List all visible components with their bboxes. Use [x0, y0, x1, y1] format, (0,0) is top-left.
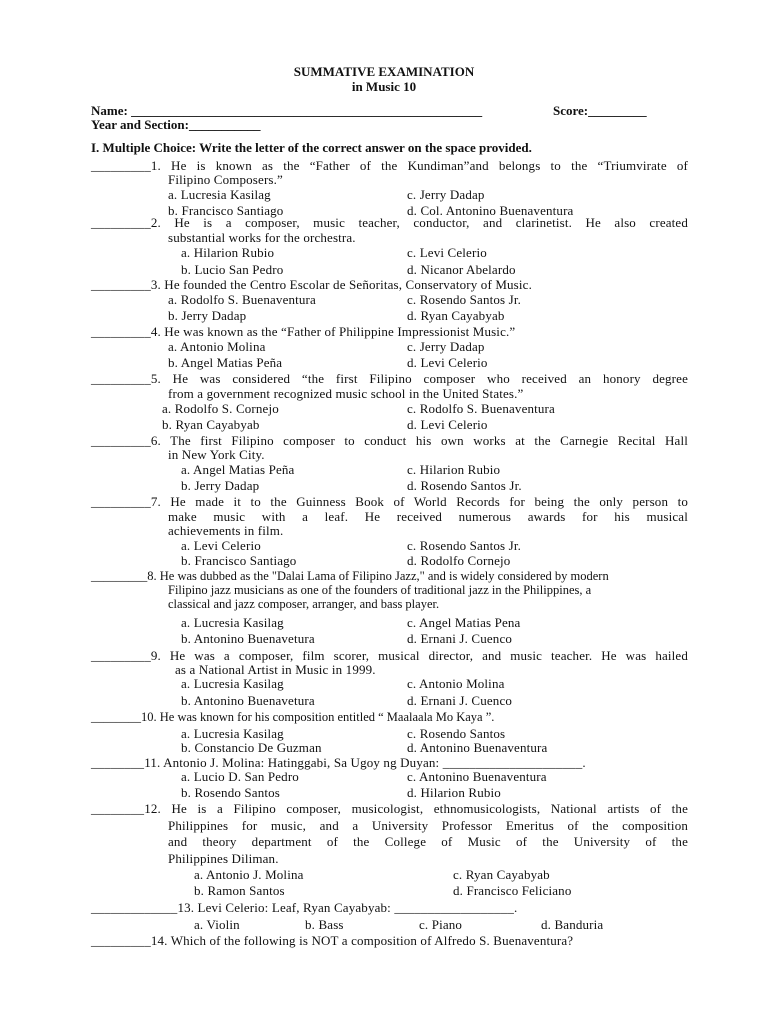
- option-d: d. Antonino Buenaventura: [407, 740, 548, 755]
- option-d: d. Francisco Feliciano: [453, 883, 572, 898]
- option-b: b. Lucio San Pedro: [181, 262, 284, 277]
- option-c: c. Ryan Cayabyab: [453, 867, 550, 882]
- question-text: _________8. He was dubbed as the "Dalai Lama of Filipino Jazz," and is widely considered by modern: [91, 569, 609, 583]
- option-d: d. Col. Antonino Buenaventura: [407, 203, 574, 218]
- option-b: b. Angel Matias Peña: [168, 355, 283, 370]
- exam-subtitle: in Music 10: [351, 79, 417, 94]
- option-b: b. Francisco Santiago: [168, 203, 284, 218]
- option-d: d. Levi Celerio: [407, 355, 488, 370]
- option-a: a. Lucresia Kasilag: [181, 726, 284, 741]
- option-c: c. Rodolfo S. Buenaventura: [407, 401, 555, 416]
- question-text-cont: substantial works for the orchestra.: [168, 230, 356, 245]
- question-text: _________2. He is a composer, music teacher, conductor, and clarinetist. He also created: [91, 215, 688, 230]
- question-text: _________5. He was considered “the first Filipino composer who received an honory degree: [91, 371, 688, 386]
- option-b: b. Constancio De Guzman: [181, 740, 322, 755]
- option-a: a. Lucio D. San Pedro: [181, 769, 299, 784]
- option-c: c. Angel Matias Pena: [407, 615, 521, 630]
- option-c: c. Antonino Buenaventura: [407, 769, 547, 784]
- option-d: d. Rodolfo Cornejo: [407, 553, 511, 568]
- option-d: d. Nicanor Abelardo: [407, 262, 516, 277]
- score-field: Score:_________: [553, 103, 647, 118]
- option-b: b. Francisco Santiago: [181, 553, 297, 568]
- option-c: c. Rosendo Santos: [407, 726, 506, 741]
- question-text: _________7. He made it to the Guinness Book of World Records for being the only person to: [91, 494, 688, 509]
- question-text: ________10. He was known for his composition entitled “ Maalaala Mo Kaya ”.: [91, 710, 495, 724]
- option-b: b. Antonino Buenavetura: [181, 631, 315, 646]
- option-b: b. Jerry Dadap: [168, 308, 247, 323]
- option-b: b. Ryan Cayabyab: [162, 417, 260, 432]
- question-text: ________12. He is a Filipino composer, musicologist, ethnomusicologists, National artists of the: [91, 801, 688, 816]
- option-a: a. Lucresia Kasilag: [181, 615, 284, 630]
- question-text-cont: achievements in film.: [168, 523, 284, 538]
- question-text: ________11. Antonio J. Molina: Hatinggabi, Sa Ugoy ng Duyan: _____________________.: [91, 755, 586, 770]
- option-a: a. Hilarion Rubio: [181, 245, 275, 260]
- question-text: _________6. The first Filipino composer to conduct his own works at the Carnegie Recital Hall: [91, 433, 688, 448]
- question-text: _________4. He was known as the “Father of Philippine Impressionist Music.”: [91, 324, 516, 339]
- option-a: a. Angel Matias Peña: [181, 462, 295, 477]
- name-field: Name: ______________________________________________________: [91, 103, 483, 118]
- option-c: c. Antonio Molina: [407, 676, 505, 691]
- question-text-cont: as a National Artist in Music in 1999.: [175, 662, 376, 677]
- option-d: d. Rosendo Santos Jr.: [407, 478, 522, 493]
- option-d: d. Ernani J. Cuenco: [407, 631, 513, 646]
- question-text-cont: Philippines for music, and a University Professor Emeritus of the composition: [168, 818, 688, 833]
- option-b: b. Rosendo Santos: [181, 785, 280, 800]
- option-b: b. Antonino Buenavetura: [181, 693, 315, 708]
- option-a: a. Levi Celerio: [181, 538, 261, 553]
- question-text: _________3. He founded the Centro Escolar de Señoritas, Conservatory of Music.: [91, 277, 532, 292]
- option-a: a. Violin: [194, 917, 240, 932]
- option-d: d. Hilarion Rubio: [407, 785, 501, 800]
- question-text-cont: from a government recognized music school in the United States.”: [168, 386, 524, 401]
- question-text: _________1. He is known as the “Father of the Kundiman”and belongs to the “Triumvirate of: [91, 158, 688, 173]
- question-text-cont: Philippines Diliman.: [168, 851, 279, 866]
- option-a: a. Lucresia Kasilag: [168, 187, 271, 202]
- instruction-text: I. Multiple Choice: Write the letter of the correct answer on the space provided.: [91, 140, 532, 155]
- option-a: a. Antonio J. Molina: [194, 867, 304, 882]
- option-a: a. Antonio Molina: [168, 339, 266, 354]
- option-c: c. Jerry Dadap: [407, 339, 485, 354]
- exam-title: SUMMATIVE EXAMINATION: [293, 64, 475, 79]
- option-c: c. Rosendo Santos Jr.: [407, 538, 522, 553]
- option-a: a. Lucresia Kasilag: [181, 676, 284, 691]
- option-d: d. Ernani J. Cuenco: [407, 693, 513, 708]
- question-text-cont: in New York City.: [168, 447, 265, 462]
- question-text: _________9. He was a composer, film scorer, musical director, and music teacher. He was hailed: [91, 648, 688, 663]
- question-text-cont: Filipino jazz musicians as one of the founders of traditional jazz in the Philippines, a: [168, 583, 592, 597]
- option-c: c. Jerry Dadap: [407, 187, 485, 202]
- option-b: b. Ramon Santos: [194, 883, 285, 898]
- question-text-cont: classical and jazz composer, arranger, and bass player.: [168, 597, 440, 611]
- option-b: b. Jerry Dadap: [181, 478, 260, 493]
- question-text-cont: make music with a leaf. He received numerous awards for his musical: [168, 509, 688, 524]
- option-d: d. Ryan Cayabyab: [407, 308, 505, 323]
- option-d: d. Levi Celerio: [407, 417, 488, 432]
- option-b: b. Bass: [305, 917, 344, 932]
- question-text: _________14. Which of the following is NOT a composition of Alfredo S. Buenaventura?: [91, 933, 574, 948]
- option-c: c. Levi Celerio: [407, 245, 487, 260]
- option-c: c. Piano: [419, 917, 463, 932]
- question-text-cont: and theory department of the College of Music of the University of the: [168, 834, 688, 849]
- option-a: a. Rodolfo S. Cornejo: [162, 401, 279, 416]
- option-d: d. Banduria: [541, 917, 604, 932]
- option-c: c. Hilarion Rubio: [407, 462, 501, 477]
- question-text: _____________13. Levi Celerio: Leaf, Ryan Cayabyab: __________________.: [91, 900, 518, 915]
- question-text-cont: Filipino Composers.”: [168, 172, 283, 187]
- year-section-field: Year and Section:___________: [91, 117, 261, 132]
- option-c: c. Rosendo Santos Jr.: [407, 292, 522, 307]
- option-a: a. Rodolfo S. Buenaventura: [168, 292, 316, 307]
